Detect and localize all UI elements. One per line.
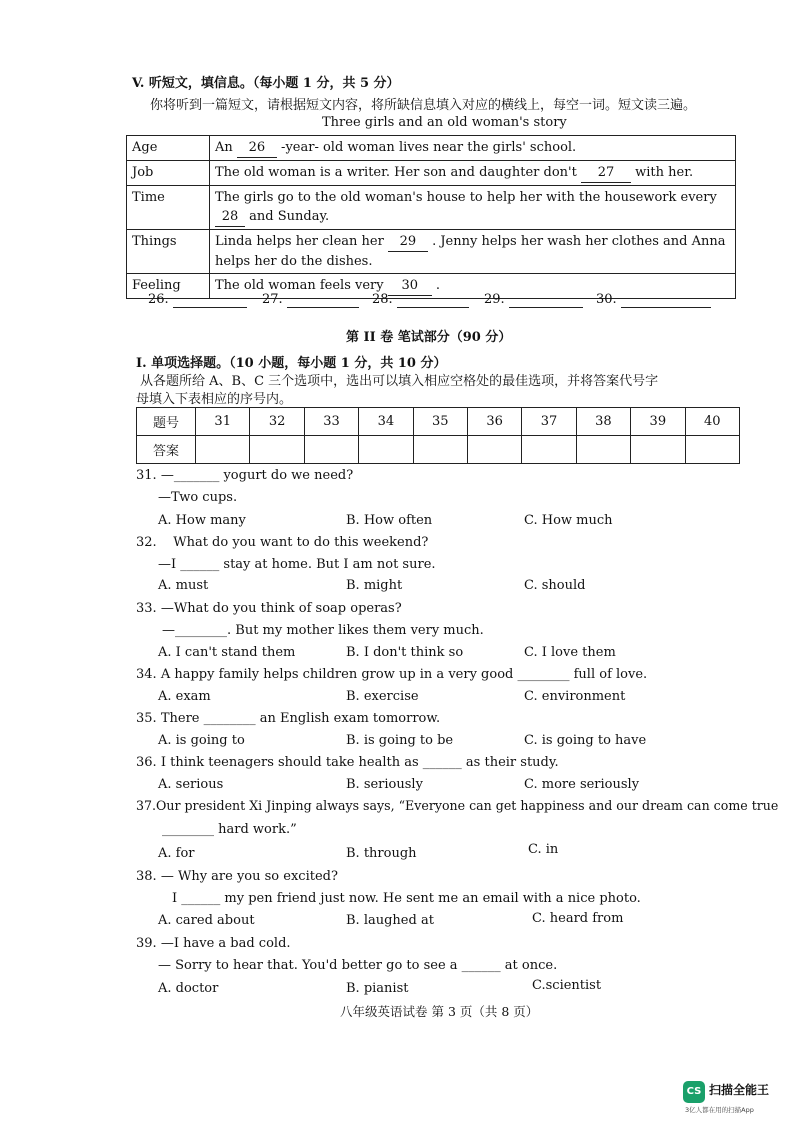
table-title: Three girls and an old woman's story <box>322 115 567 130</box>
answer-cell[interactable] <box>304 436 358 464</box>
row-text: . Jenny helps her wash her clothes and Anna helps her do the dishes. <box>215 234 726 269</box>
table-row <box>137 408 740 436</box>
option-b[interactable]: B. pianist <box>346 981 409 996</box>
answer-table <box>136 407 740 464</box>
option-b[interactable]: B. laughed at <box>346 913 434 928</box>
option-c[interactable]: C. heard from <box>532 911 624 926</box>
option-c[interactable]: C. How much <box>524 513 613 528</box>
option-b[interactable]: B. exercise <box>346 689 419 704</box>
question-line: ________ hard work.” <box>162 822 297 837</box>
option-c[interactable]: C. should <box>524 578 586 593</box>
watermark-name: 扫描全能王 <box>709 1083 770 1097</box>
question-line: —Two cups. <box>158 490 238 505</box>
answer-blank-28[interactable]: 28 <box>215 207 245 227</box>
row-text: Linda helps her clean her <box>215 234 384 249</box>
answer-cell[interactable] <box>467 436 521 464</box>
row-text: and Sunday. <box>249 209 330 224</box>
answer-blank-29[interactable]: 29 <box>388 232 428 252</box>
option-a[interactable]: A. is going to <box>158 733 245 748</box>
section-i-instruction-1: 从各题所给 A、B、C 三个选项中，选出可以填入相应空格处的最佳选项，并将答案代号字 <box>140 374 659 389</box>
question-line: —________. But my mother likes them very much. <box>162 623 484 638</box>
row-text: . <box>435 278 441 293</box>
row-content <box>210 186 736 230</box>
answer-line-30[interactable]: 30. <box>596 292 711 308</box>
question-line: I ______ my pen friend just now. He sent me an email with a nice photo. <box>172 891 641 906</box>
question-32: 32. What do you want to do this weekend? <box>136 535 429 550</box>
question-37: 37.Our president Xi Jinping always says, “Everyone can get happiness and our dream can come true <box>136 798 779 813</box>
answer-cell[interactable] <box>359 436 413 464</box>
question-33: 33. —What do you think of soap operas? <box>136 601 402 616</box>
question-34: 34. A happy family helps children grow up in a very good ________ full of love. <box>136 667 648 682</box>
option-b[interactable]: B. seriously <box>346 777 423 792</box>
row-text: The old woman feels very <box>215 278 384 293</box>
row-content <box>210 136 736 161</box>
table-row <box>127 161 736 186</box>
table-row <box>127 136 736 161</box>
qnum-cell: 33 <box>304 408 358 436</box>
row-label: Things <box>127 230 210 274</box>
answer-line-26[interactable]: 26. <box>148 292 247 308</box>
row-text: The girls go to the old woman's house to help her with the housework every <box>215 190 717 205</box>
answer-cell[interactable] <box>685 436 739 464</box>
row-label: Age <box>127 136 210 161</box>
answer-line-27[interactable]: 27. <box>262 292 359 308</box>
qnum-cell: 32 <box>250 408 304 436</box>
answer-label: 答案 <box>137 436 196 464</box>
part2-title: 第 II 卷 笔试部分（90 分） <box>346 330 512 345</box>
qnum-cell: 40 <box>685 408 739 436</box>
answer-cell[interactable] <box>576 436 630 464</box>
option-a[interactable]: A. doctor <box>158 981 219 996</box>
qnum-cell: 34 <box>359 408 413 436</box>
question-31: 31. —_______ yogurt do we need? <box>136 468 354 483</box>
answer-cell[interactable] <box>522 436 576 464</box>
row-content <box>210 230 736 274</box>
qnum-cell: 35 <box>413 408 467 436</box>
section-i-instruction-2: 母填入下表相应的序号内。 <box>136 392 293 407</box>
answer-cell[interactable] <box>631 436 685 464</box>
option-b[interactable]: B. I don't think so <box>346 645 464 660</box>
option-a[interactable]: A. I can't stand them <box>158 645 296 660</box>
header-label: 题号 <box>137 408 196 436</box>
row-content <box>210 161 736 186</box>
table-row <box>127 186 736 230</box>
question-line: —I ______ stay at home. But I am not sure. <box>158 557 436 572</box>
row-label: Feeling <box>127 274 210 299</box>
answer-cell[interactable] <box>413 436 467 464</box>
question-36: 36. I think teenagers should take health as ______ as their study. <box>136 755 559 770</box>
row-label: Time <box>127 186 210 230</box>
row-text: with her. <box>635 165 694 180</box>
option-a[interactable]: A. How many <box>158 513 246 528</box>
camscanner-logo-icon: CS <box>683 1081 705 1103</box>
option-a[interactable]: A. must <box>158 578 209 593</box>
question-line: — Sorry to hear that. You'd better go to see a ______ at once. <box>158 958 558 973</box>
option-b[interactable]: B. is going to be <box>346 733 454 748</box>
qnum-cell: 37 <box>522 408 576 436</box>
answer-cell[interactable] <box>250 436 304 464</box>
row-text: The old woman is a writer. Her son and daughter don't <box>215 165 577 180</box>
qnum-cell: 31 <box>196 408 250 436</box>
section-i-title: I. 单项选择题。（10 小题，每小题 1 分，共 10 分） <box>136 356 447 371</box>
answer-blank-26[interactable]: 26 <box>237 138 277 158</box>
option-a[interactable]: A. cared about <box>158 913 255 928</box>
option-c[interactable]: C. more seriously <box>524 777 640 792</box>
option-c[interactable]: C. is going to have <box>524 733 647 748</box>
option-b[interactable]: B. How often <box>346 513 433 528</box>
answer-line-29[interactable]: 29. <box>484 292 583 308</box>
option-c[interactable]: C. I love them <box>524 645 616 660</box>
page-footer: 八年级英语试卷 第 3 页（共 8 页） <box>340 1004 539 1019</box>
watermark-tagline: 3亿人都在用的扫描App <box>685 1106 754 1114</box>
question-35: 35. There ________ an English exam tomorrow. <box>136 711 441 726</box>
row-text: An <box>215 140 233 155</box>
answer-blank-27[interactable]: 27 <box>581 163 631 183</box>
option-b[interactable]: B. might <box>346 578 403 593</box>
qnum-cell: 39 <box>631 408 685 436</box>
option-a[interactable]: A. exam <box>158 689 211 704</box>
table-row <box>127 230 736 274</box>
listening-table <box>126 135 736 299</box>
answer-cell[interactable] <box>196 436 250 464</box>
section-v-title: V. 听短文，填信息。（每小题 1 分，共 5 分） <box>132 76 400 91</box>
option-c[interactable]: C. in <box>528 842 559 857</box>
option-b[interactable]: B. through <box>346 846 417 861</box>
option-c[interactable]: C. environment <box>524 689 626 704</box>
row-text: -year- old woman lives near the girls' school. <box>281 140 577 155</box>
qnum-cell: 38 <box>576 408 630 436</box>
option-c[interactable]: C.scientist <box>532 978 602 993</box>
section-v-instruction: 你将听到一篇短文，请根据短文内容，将所缺信息填入对应的横线上，每空一词。短文读三遍。 <box>150 98 697 113</box>
option-a[interactable]: A. serious <box>158 777 224 792</box>
question-38: 38. — Why are you so excited? <box>136 869 338 884</box>
row-label: Job <box>127 161 210 186</box>
option-a[interactable]: A. for <box>158 846 195 861</box>
answer-line-28[interactable]: 28. <box>372 292 469 308</box>
answer-blank-30[interactable]: 30 <box>388 276 432 296</box>
table-row <box>137 436 740 464</box>
qnum-cell: 36 <box>467 408 521 436</box>
question-39: 39. —I have a bad cold. <box>136 936 291 951</box>
